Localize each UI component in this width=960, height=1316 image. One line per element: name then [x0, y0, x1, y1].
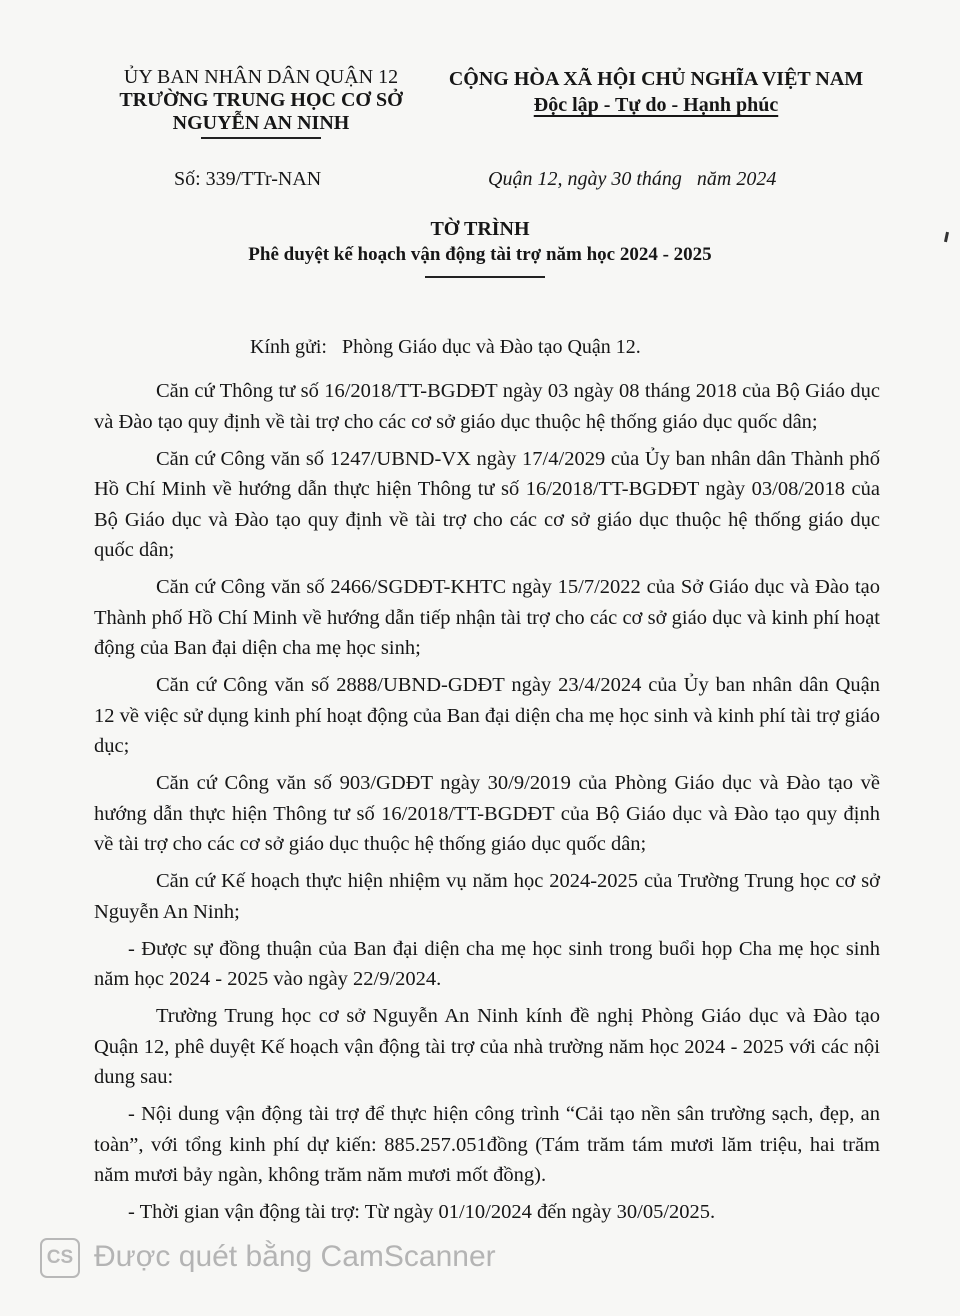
paragraph-5: Căn cứ Công văn số 903/GDĐT ngày 30/9/2019 của Phòng Giáo dục và Đào tạo về hướng dẫn thực hiện Thông tư số 16/2018/TT-BGDĐT của Bộ Giáo dục và Đào tạo quy định về tài trợ cho các cơ sở giáo dục thuộc hệ thống giáo dục quốc dân;: [94, 772, 880, 855]
issuer-line-1: ỦY BAN NHÂN DÂN QUẬN 12: [123, 66, 399, 88]
paragraph-1: Căn cứ Thông tư số 16/2018/TT-BGDĐT ngày 03 ngày 08 tháng 2018 của Bộ Giáo dục và Đào tạo quy định về tài trợ cho các cơ sở giáo dục thuộc hệ thống giáo dục quốc dân;: [94, 380, 880, 433]
document-date: Quận 12, ngày 30 tháng năm 2024: [488, 168, 777, 190]
national-motto: Độc lập - Tự do - Hạnh phúc: [533, 94, 779, 116]
issuer-line-3: NGUYỄN AN NINH: [172, 112, 350, 134]
recipient-line: Kính gửi: Phòng Giáo dục và Đào tạo Quận 12.: [250, 336, 641, 358]
paragraph-7: - Được sự đồng thuận của Ban đại diện cha mẹ học sinh trong buổi họp Cha mẹ học sinh năm học 2024 - 2025 vào ngày 22/9/2024.: [94, 937, 880, 990]
paragraph-6: Căn cứ Kế hoạch thực hiện nhiệm vụ năm học 2024-2025 của Trường Trung học cơ sở Nguyễn An Ninh;: [94, 870, 880, 923]
paragraph-4: Căn cứ Công văn số 2888/UBND-GDĐT ngày 23/4/2024 của Ủy ban nhân dân Quận 12 về việc sử dụng kinh phí hoạt động của Ban đại diện cha mẹ học sinh và kinh phí tài trợ giáo dục;: [94, 674, 880, 757]
document-number: Số: 339/TTr-NAN: [174, 168, 322, 190]
paragraph-9: - Nội dung vận động tài trợ để thực hiện công trình “Cải tạo nền sân trường sạch, đẹp, an toàn”, với tổng kinh phí dự kiến: 885.257.051đồng (Tám trăm tám mươi lăm triệu, hai trăm năm mươi bảy ngàn, không trăm năm mươi mốt đồng).: [94, 1103, 880, 1186]
document-title: TỜ TRÌNH: [430, 218, 530, 240]
paragraph-10: - Thời gian vận động tài trợ: Từ ngày 01/10/2024 đến ngày 30/05/2025.: [128, 1201, 716, 1223]
paragraph-2: Căn cứ Công văn số 1247/UBND-VX ngày 17/4/2029 của Ủy ban nhân dân Thành phố Hồ Chí Minh về hướng dẫn thực hiện Thông tư số 16/2018/TT-BGDĐT ngày 03/08/2018 của Bộ Giáo dục và Đào tạo quy định về tài trợ cho các cơ sở giáo dục thuộc hệ thống giáo dục quốc dân;: [94, 447, 880, 561]
document-body: [94, 376, 880, 1234]
issuer-underline: [201, 137, 321, 139]
camscanner-logo-icon: CS: [40, 1238, 80, 1278]
issuer-line-2: TRƯỜNG TRUNG HỌC CƠ SỞ: [119, 89, 403, 111]
national-header: [428, 66, 884, 118]
issuer-block: [96, 66, 426, 139]
paragraph-3: Căn cứ Công văn số 2466/SGDĐT-KHTC ngày 15/7/2022 của Sở Giáo dục và Đào tạo Thành phố Hồ Chí Minh về hướng dẫn tiếp nhận tài trợ cho các cơ sở giáo dục và kinh phí hoạt động của Ban đại diện cha mẹ học sinh;: [94, 576, 880, 659]
camscanner-watermark: Được quét bằng CamScanner: [94, 1240, 496, 1273]
national-title: CỘNG HÒA XÃ HỘI CHỦ NGHĨA VIỆT NAM: [448, 68, 864, 90]
title-underline: [425, 276, 545, 278]
document-subtitle: Phê duyệt kế hoạch vận động tài trợ năm học 2024 - 2025: [248, 244, 712, 265]
paragraph-8: Trường Trung học cơ sở Nguyễn An Ninh kính đề nghị Phòng Giáo dục và Đào tạo Quận 12, phê duyệt Kế hoạch vận động tài trợ của nhà trường năm học 2024 - 2025 với các nội dung sau:: [94, 1005, 880, 1088]
